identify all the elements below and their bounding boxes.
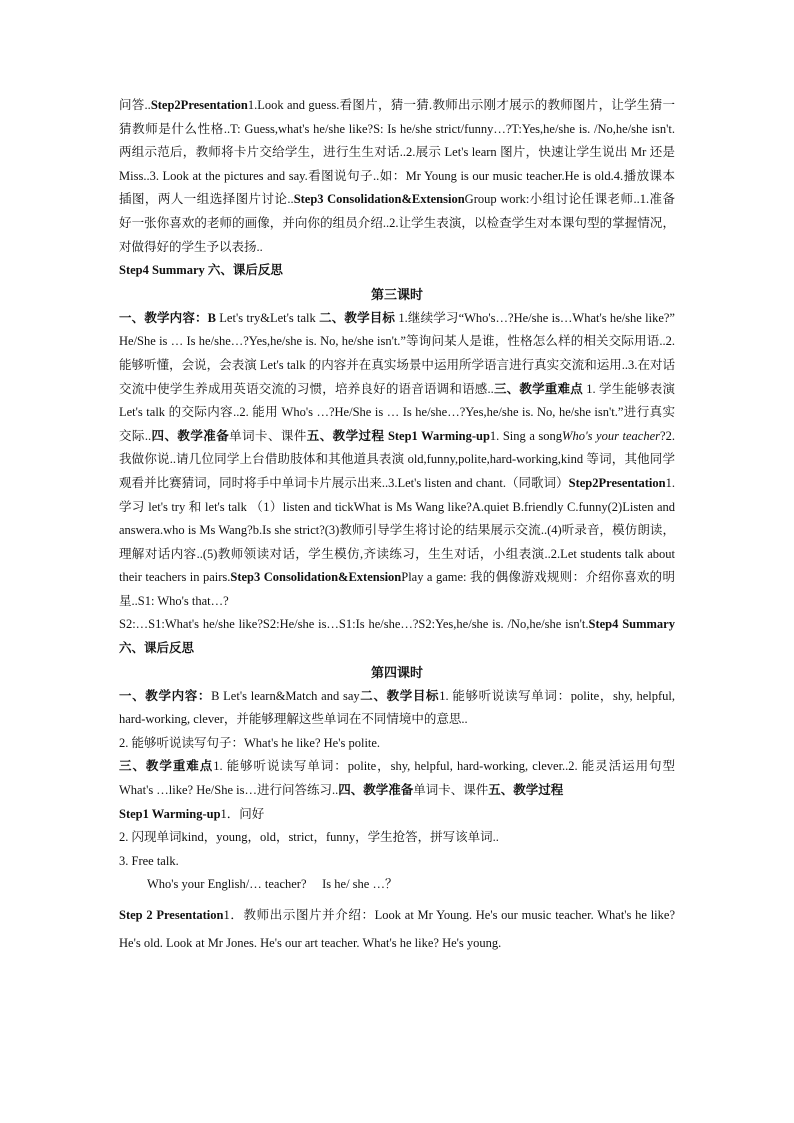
warmup-item-4: Who's your English/… teacher? Is he/ she …？ [147, 877, 398, 892]
text: 1.继续学习“Who's…?He/she is…What's he/she like?” He/She is … Is he/she…?Yes,he/she is. No, he/she isn't.”等询问某人是谁，性格怎么样的相关交际用语..2.能够听懂，会说，会表演 Let's talk 的内容并在真实场景中运用所学语言进行真实交流和运用..3.在对话交流中使学生养成用英语交流的习惯，培养良好的语音语调和语感.. [119, 310, 675, 396]
goal-line-2: 2. 能够听说读写句子：What's he like? He's polite. [119, 735, 381, 750]
text: Group work:小组讨论任课老师..1.准备好一张你喜欢的老师的画像，并向你的组员介绍..2.让学生表演，以检查学生对本课句型的掌握情况，对做得好的学生予以表扬.. [119, 192, 675, 254]
summary-label: Step4 Summary 六、课后反思 [119, 617, 675, 656]
heading-lesson3: 第三课时 [370, 286, 423, 302]
section-label: 二、教学目标 [359, 688, 440, 703]
text: 1.Look and guess.看图片，猜一猜.教师出示刚才展示的教师图片，让学生猜一猜教师是什么性格..T: Guess,what's he/she like?S: Is he/she strict/funny…?T:Yes,he/she is. /No,he/she isn't.两组示范后，教师将卡片交给学生，进行生生对话..2.展示 Let's learn 图片，快速让学生说出 Mr 还是 Miss..3. Look at the pictures and say.看图说句子..如：Mr Young is our music teacher.He is old.4.播放课本插图，两人一组选择图片讨论.. [119, 98, 675, 207]
text: 1. 学生能够表演 Let's talk 的交际内容..2. 能用 Who's …?He/She is … Is he/she…?Yes,he/she is. No, he/she isn't.”进行真实交际.. [119, 381, 675, 443]
text: 1．问好 [220, 806, 265, 821]
step-label: Step 2 Presentation [119, 908, 224, 922]
text: ?2.我做你说..请几位同学上台借助肢体和其他道具表演 old,funny,polite,hard-working,kind 等词，其他同学观看并比赛猜词，同时将手中单词卡片展示出来..3.Let's listen and chant.（同歌词） [119, 428, 675, 490]
step-label: Step1 Warming-up [119, 806, 221, 821]
text: B Let's learn&Match and say [211, 688, 360, 703]
step-label: Step2Presentation [150, 98, 248, 112]
text: 单词卡、课件 [413, 783, 489, 798]
text: 1. 学习 let's try 和 let's talk （1）listen and tickWhat is Ms Wang like?A.quiet B.friendly C.funny(2)Listen and answera.who is Ms Wang?b.Is she strict?(3)教师引导学生将讨论的结果展示交流..(4)听录音，模仿朗读，理解对话内容..(5)教师领读对话，学生模仿,齐读练习，生生对话，小组表演..2.Let students talk about their teachers in pairs. [119, 475, 675, 585]
section-label: 二、教学目标 [319, 310, 396, 325]
paragraph-lesson3-dialog [119, 613, 675, 660]
step-label: Step3 Consolidation&Extension [230, 570, 402, 585]
section-label: 三、教学重难点 [119, 759, 214, 774]
section-label: 四、教学准备 [151, 428, 230, 443]
warmup-item-3: 3. Free talk. [119, 853, 179, 868]
warmup-item-2: 2. 闪现单词kind，young，old，strict，funny，学生抢答，拼写该单词.. [119, 830, 499, 845]
warmup-line [119, 803, 675, 827]
paragraph-lesson2-presentation [119, 94, 675, 259]
text: 1. Sing a song [489, 428, 563, 443]
section-label: 五、教学过程 Step1 Warming-up [306, 428, 490, 443]
paragraph-lesson3 [119, 307, 675, 614]
text: 1. 能够听说读写单词：polite，shy, helpful, hard-working, clever..2. 能灵活运用句型What's …like? He/She is…进行问答练习.. [119, 759, 675, 798]
song-title: Who's your teacher [562, 428, 661, 443]
text: 1. 能够听说读写单词：polite，shy, helpful, hard-working, clever，并能够理解这些单词在不同情境中的意思.. [119, 688, 675, 727]
text: S2:…S1:What's he/she like?S2:He/she is…S1:Is he/she…?S2:Yes,he/she is. /No,he/she isn't. [119, 617, 589, 632]
section-label: 三、教学重难点 [493, 381, 583, 396]
text: 单词卡、课件 [229, 428, 307, 443]
section-label: 五、教学过程 [488, 783, 564, 798]
step-label: Step2Presentation [568, 475, 666, 490]
text: Let's try&Let's talk [219, 310, 320, 325]
text: Play a game: 我的偶像游戏规则：介绍你喜欢的明星..S1: Who's that…? [119, 570, 675, 608]
paragraph-lesson4-keypoints [119, 755, 675, 802]
step-label: Step3 Consolidation&Extension [293, 192, 465, 207]
document-page [119, 94, 675, 957]
paragraph-lesson4-presentation [119, 901, 675, 957]
text: 问答.. [119, 98, 151, 112]
heading-lesson4: 第四课时 [370, 664, 423, 680]
text: 1．教师出示图片并介绍：Look at Mr Young. He's our music teacher. What's he like? He's old. Look at Mr Jones. He's our art teacher. What's he like? He's young. [119, 908, 675, 950]
section-label: 一、教学内容： [119, 688, 212, 703]
paragraph-lesson4-goals [119, 685, 675, 732]
section-label: 四、教学准备 [338, 783, 414, 798]
section-label: 一、教学内容：B [119, 310, 220, 325]
summary-line: Step4 Summary 六、课后反思 [119, 263, 283, 278]
